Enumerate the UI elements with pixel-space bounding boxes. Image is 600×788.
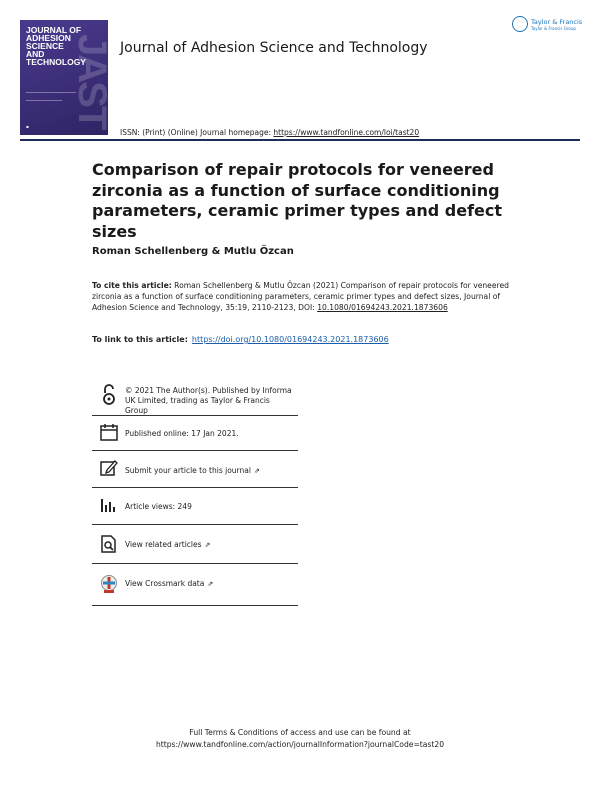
published-date: Published online: 17 Jan 2021. (125, 429, 239, 438)
submit-icon (100, 459, 118, 477)
citation-text: Roman Schellenberg & Mutlu Özcan (2021) Comparison of repair protocols for veneered zirconia as a function of surface conditioning parameters, ceramic primer types and defect sizes, Journal of Adhesion Science and Technology, 35:19, 2110-2123, DOI: (92, 281, 509, 312)
open-access-icon (100, 384, 118, 402)
info-row-views (92, 488, 298, 525)
crossmark-icon (100, 574, 118, 592)
calendar-icon (100, 423, 118, 441)
citation-label: To cite this article: (92, 281, 172, 290)
info-row-related[interactable] (92, 525, 298, 564)
crossmark-label: View Crossmark data (125, 579, 205, 588)
article-authors: Roman Schellenberg & Mutlu Özcan (92, 246, 294, 257)
related-articles-icon (100, 535, 118, 553)
footer-line-1: Full Terms & Conditions of access and use can be found at (189, 728, 411, 737)
issn-prefix: ISSN: (Print) (Online) Journal homepage: (120, 128, 274, 137)
cover-title: JOURNAL OF ADHESION SCIENCE AND TECHNOLOGY (26, 25, 86, 67)
license-text: © 2021 The Author(s). Published by Informa UK Limited, trading as Taylor & Francis Group (125, 386, 292, 415)
cover-divider (26, 100, 62, 101)
footer-journal-info-link[interactable]: https://www.tandfonline.com/action/journalInformation?journalCode=tast20 (155, 740, 445, 749)
bar-chart-icon (100, 497, 118, 515)
cover-watermark: JAST (70, 34, 114, 129)
related-articles-label: View related articles (125, 540, 202, 549)
journal-name: Journal of Adhesion Science and Technology (120, 40, 428, 56)
footer (0, 727, 600, 751)
logo-icon (512, 16, 528, 32)
related-articles-link[interactable] (125, 540, 210, 550)
external-link-icon: ⇗ (253, 467, 260, 475)
info-row-submit[interactable] (92, 451, 298, 488)
article-views: Article views: 249 (125, 502, 192, 511)
external-link-icon: ⇗ (207, 580, 214, 588)
info-row-published (92, 416, 298, 451)
header-rule (20, 139, 580, 141)
info-row-crossmark[interactable] (92, 564, 298, 606)
article-link (92, 335, 389, 344)
journal-cover (20, 20, 114, 135)
citation-doi-link[interactable]: 10.1080/01694243.2021.1873606 (317, 303, 448, 312)
taylor-francis-logo[interactable] (512, 14, 582, 36)
logo-name: Taylor & Francis (531, 18, 583, 26)
submit-article-link[interactable] (125, 466, 260, 476)
article-info-panel (92, 378, 298, 606)
info-row-license (92, 378, 298, 416)
article-link-label: To link to this article: (92, 335, 188, 344)
crossmark-link[interactable] (125, 579, 213, 589)
cover-publisher-mark: ▪ (26, 124, 29, 129)
article-doi-link[interactable]: https://doi.org/10.1080/01694243.2021.1873606 (191, 335, 389, 344)
submit-article-label: Submit your article to this journal (125, 466, 251, 475)
journal-homepage-link[interactable]: https://www.tandfonline.com/loi/tast20 (273, 128, 420, 137)
logo-tagline: Taylor & Francis Group (531, 26, 576, 31)
article-title: Comparison of repair protocols for veneered zirconia as a function of surface conditioning parameters, ceramic primer types and defect sizes (92, 160, 503, 241)
citation (92, 280, 512, 313)
external-link-icon: ⇗ (204, 541, 211, 549)
issn-line (120, 128, 419, 137)
